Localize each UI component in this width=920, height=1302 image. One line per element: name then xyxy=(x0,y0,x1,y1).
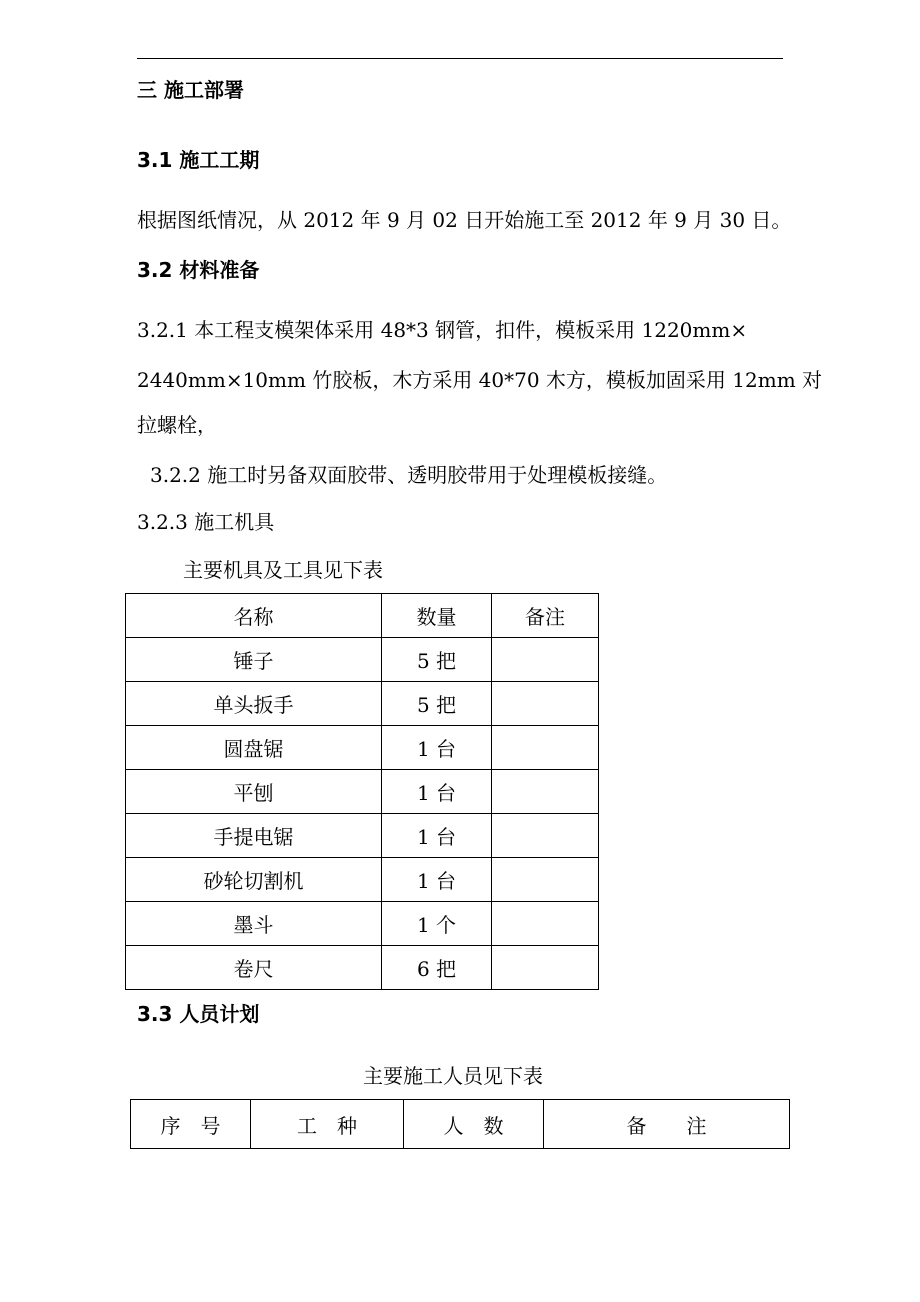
section-heading: 三 施工部署 xyxy=(137,78,244,102)
tool-note xyxy=(492,814,599,858)
staff-header-number: 序 号 xyxy=(131,1100,251,1149)
tool-name: 单头扳手 xyxy=(126,682,382,726)
tools-header-qty: 数量 xyxy=(382,594,492,638)
tool-note xyxy=(492,682,599,726)
tool-note xyxy=(492,770,599,814)
tool-qty: 6 把 xyxy=(382,946,492,990)
staff-header-trade: 工 种 xyxy=(251,1100,404,1149)
table-row xyxy=(126,858,599,902)
tool-qty: 5 把 xyxy=(382,682,492,726)
staff-table xyxy=(130,1099,790,1149)
header-rule xyxy=(137,58,783,59)
tool-name: 手提电锯 xyxy=(126,814,382,858)
tool-name: 圆盘锯 xyxy=(126,726,382,770)
tools-table xyxy=(125,593,599,990)
table-row xyxy=(126,770,599,814)
tool-note xyxy=(492,902,599,946)
materials-p2: 3.2.2 施工时另备双面胶带、透明胶带用于处理模板接缝。 xyxy=(150,463,668,487)
tool-name: 平刨 xyxy=(126,770,382,814)
tool-note xyxy=(492,946,599,990)
tool-qty: 1 台 xyxy=(382,726,492,770)
tool-name: 砂轮切割机 xyxy=(126,858,382,902)
staff-heading: 3.3 人员计划 xyxy=(137,1002,260,1026)
materials-p1-line3: 拉螺栓， xyxy=(137,413,217,437)
schedule-heading: 3.1 施工工期 xyxy=(137,148,260,172)
tool-note xyxy=(492,858,599,902)
staff-header-count: 人 数 xyxy=(404,1100,544,1149)
staff-table-caption: 主要施工人员见下表 xyxy=(363,1064,543,1088)
tool-qty: 1 台 xyxy=(382,858,492,902)
materials-p1-line1: 3.2.1 本工程支模架体采用 48*3 钢管，扣件，模板采用 1220mm× xyxy=(137,318,748,342)
table-row xyxy=(126,638,599,682)
table-row xyxy=(126,902,599,946)
materials-p1-line2: 2440mm×10mm 竹胶板，木方采用 40*70 木方，模板加固采用 12mm 对 xyxy=(137,368,823,392)
tool-name: 卷尺 xyxy=(126,946,382,990)
staff-header-note: 备 注 xyxy=(544,1100,790,1149)
table-row xyxy=(126,726,599,770)
tools-header-note: 备注 xyxy=(492,594,599,638)
materials-p3: 3.2.3 施工机具 xyxy=(137,510,275,534)
tool-note xyxy=(492,726,599,770)
tool-qty: 5 把 xyxy=(382,638,492,682)
tools-table-caption: 主要机具及工具见下表 xyxy=(183,558,383,582)
tool-qty: 1 台 xyxy=(382,770,492,814)
table-row xyxy=(126,682,599,726)
tools-table-header-row xyxy=(126,594,599,638)
tool-name: 锤子 xyxy=(126,638,382,682)
tools-header-name: 名称 xyxy=(126,594,382,638)
materials-heading: 3.2 材料准备 xyxy=(137,258,260,282)
table-row xyxy=(126,946,599,990)
tool-qty: 1 台 xyxy=(382,814,492,858)
tool-qty: 1 个 xyxy=(382,902,492,946)
tool-name: 墨斗 xyxy=(126,902,382,946)
schedule-text: 根据图纸情况，从 2012 年 9 月 02 日开始施工至 2012 年 9 月 30 日。 xyxy=(137,208,792,232)
staff-table-header-row xyxy=(131,1100,790,1149)
tool-note xyxy=(492,638,599,682)
table-row xyxy=(126,814,599,858)
